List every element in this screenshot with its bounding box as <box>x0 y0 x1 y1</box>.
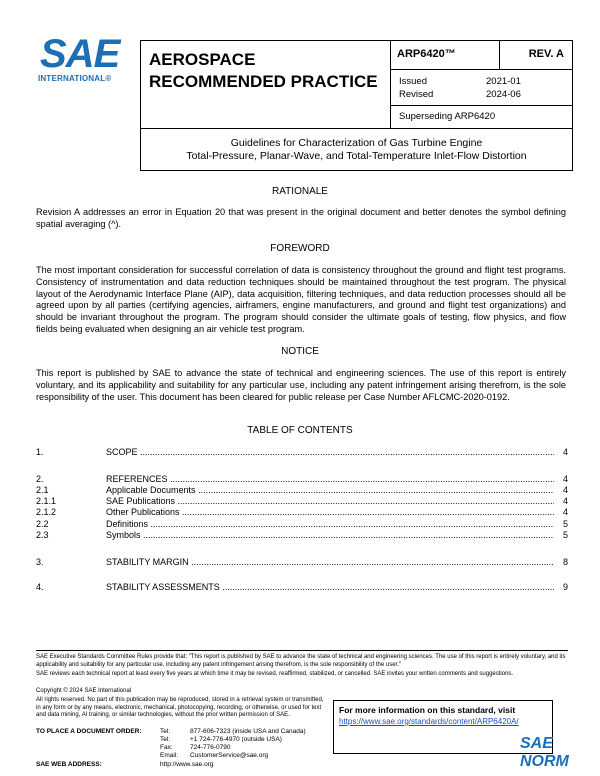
footer-rules: SAE Executive Standards Committee Rules provide that: "This report is published by SAE to advance the state of technical and engineering sciences. The use of this report is entirely voluntary, and its applicability and suitability for any particular use, including any patent infringement arising therefrom, is the sole responsibility of the user." <box>36 654 566 668</box>
revised-date: 2024-06 <box>486 89 521 100</box>
toc-row[interactable] <box>36 447 568 458</box>
web-link[interactable]: http://www.sae.org <box>160 761 214 768</box>
toc-page: 4 <box>562 447 568 457</box>
toc-row[interactable] <box>36 507 568 518</box>
toc-title: Applicable Documents <box>106 485 196 495</box>
toc-number: 2.1.2 <box>36 507 57 517</box>
toc-title: REFERENCES <box>106 474 168 484</box>
document-code: ARP6420™ <box>397 48 456 60</box>
toc-number: 4. <box>36 582 44 592</box>
order-label: TO PLACE A DOCUMENT ORDER: <box>36 728 142 735</box>
footer-copyright: Copyright © 2024 SAE International <box>36 688 132 694</box>
toc-number: 3. <box>36 557 44 567</box>
footer-rights: All rights reserved. No part of this publication may be reproduced, stored in a retrieval system or transmitted, in any form or by any means, electronic, mechanical, photocopying, recording, or otherwise, or used for text and data mining, AI training, or similar technologies, without the prior written permission of SAE. <box>36 697 324 718</box>
email-link[interactable]: CustomerService@sae.org <box>190 752 269 759</box>
fax-number: 724-776-0790 <box>190 744 231 751</box>
toc-row[interactable] <box>36 485 568 496</box>
document-subtitle <box>141 137 572 163</box>
superseding-note: Superseding ARP6420 <box>399 111 496 122</box>
toc-row[interactable] <box>36 496 568 507</box>
tel-inside: 877-606-7323 (inside USA and Canada) <box>190 728 306 735</box>
sae-logo <box>38 32 122 86</box>
toc-page: 9 <box>562 582 568 592</box>
toc-row[interactable] <box>36 519 568 530</box>
toc-page: 4 <box>562 507 568 517</box>
toc-row[interactable] <box>36 530 568 541</box>
header-info-box <box>390 40 573 129</box>
more-info-link[interactable]: https://www.sae.org/standards/content/ARP6420A/ <box>339 717 519 726</box>
rationale-heading: RATIONALE <box>272 186 328 197</box>
document-type <box>149 49 378 93</box>
toc-title: Symbols <box>106 530 141 540</box>
revision-label: REV. A <box>528 48 564 60</box>
toc-title: Other Publications <box>106 507 180 517</box>
toc-title: STABILITY MARGIN <box>106 557 189 567</box>
web-label: SAE WEB ADDRESS: <box>36 761 102 768</box>
toc-heading: TABLE OF CONTENTS <box>247 425 353 436</box>
toc-number: 2. <box>36 474 44 484</box>
toc-title: SCOPE <box>106 447 138 457</box>
rationale-text: Revision A addresses an error in Equation 20 that was present in the original document and better denotes the symbol defining spatial averaging (^). <box>36 207 566 229</box>
document-subtitle-box <box>140 129 573 171</box>
tel-label-2: Tel: <box>160 736 171 743</box>
document-type-line2: RECOMMENDED PRACTICE <box>149 72 378 91</box>
toc-number: 2.2 <box>36 519 49 529</box>
foreword-text: The most important consideration for successful correlation of data is consistency throughout the ground and flight test programs. Consistency of instrumentation and data reduction techniques should be maintained throughout the test program. The physical layout of the Aerodynamic Interface Plane (AIP), data acquisition, filtering techniques, and data reduction processes should all be agreed upon by all parties (certifying agencies, airframers, engine manufacturers, and ground and flight test organizations) and should be invariant throughout the program. The program should consider the ultimate goals of testing, flow physics, and flow fields being evaluated when designing an air vehicle test program. <box>36 265 566 334</box>
toc-row[interactable] <box>36 474 568 485</box>
toc-title: Definitions <box>106 519 149 529</box>
more-info-title: For more information on this standard, visit <box>339 705 516 715</box>
foreword-heading: FOREWORD <box>270 243 330 254</box>
logo-brand: SAE <box>40 32 120 76</box>
toc-page: 5 <box>562 530 568 540</box>
toc-number: 2.1 <box>36 485 49 495</box>
footer-divider <box>36 650 568 651</box>
toc-page: 4 <box>562 496 568 506</box>
email-label: Email: <box>160 752 179 759</box>
toc-number: 2.1.1 <box>36 496 57 506</box>
logo-international: INTERNATIONAL® <box>38 74 112 83</box>
toc-page: 5 <box>562 519 568 529</box>
revised-label: Revised <box>399 89 434 100</box>
toc-number: 2.3 <box>36 530 49 540</box>
notice-text: This report is published by SAE to advance the state of technical and engineering sciences. The use of this report is entirely voluntary, and its applicability and suitability for any particular use, including any patent infringement arising therefrom, is the sole responsibility of the user. This document has been cleared for public release per Case Number AFLCMC-2020-0192. <box>36 368 566 402</box>
toc-page: 8 <box>562 557 568 567</box>
toc-number: 1. <box>36 447 44 457</box>
footer-review: SAE reviews each technical report at least every five years at which time it may be revised, reaffirmed, stabilized, or cancelled. SAE invites your written comments and suggestions. <box>36 671 514 677</box>
fax-label: Fax: <box>160 744 173 751</box>
toc-title: STABILITY ASSESSMENTS <box>106 582 220 592</box>
watermark: SAE NORM <box>520 735 569 770</box>
issued-label: Issued <box>399 76 427 87</box>
toc-page: 4 <box>562 474 568 484</box>
toc-title: SAE Publications <box>106 496 176 506</box>
subtitle-line2: Total-Pressure, Planar-Wave, and Total-Temperature Inlet-Flow Distortion <box>186 150 527 162</box>
toc-page: 4 <box>562 485 568 495</box>
document-type-line1: AEROSPACE <box>149 50 256 69</box>
tel-outside: +1 724-776-4970 (outside USA) <box>190 736 282 743</box>
subtitle-line1: Guidelines for Characterization of Gas Turbine Engine <box>230 137 483 149</box>
toc-row[interactable] <box>36 582 568 593</box>
toc-row[interactable] <box>36 557 568 568</box>
notice-heading: NOTICE <box>281 346 319 357</box>
tel-label-1: Tel: <box>160 728 171 735</box>
issued-date: 2021-01 <box>486 76 521 87</box>
header-title-box <box>140 40 390 129</box>
